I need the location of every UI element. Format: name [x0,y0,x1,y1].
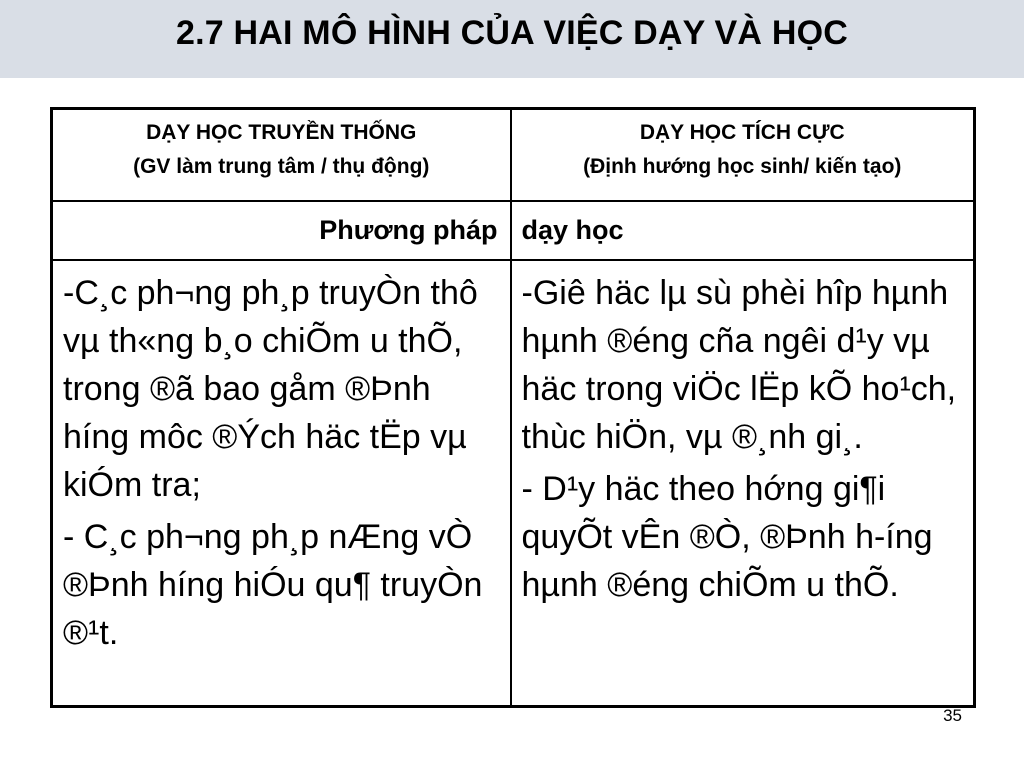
left-header-subtitle: (GV làm trung tâm / thụ động) [133,155,430,178]
right-paragraph-2: - D¹y häc theo hớng gi¶i quyÕt vÊn ®Ò, ®Þnh h-íng hµnh ®éng chiÕm u thÕ. [521,470,933,604]
header-row [52,109,975,202]
left-body-cell [52,260,511,706]
body-row [52,260,975,706]
right-paragraph-1: -Giê häc lµ sù phèi hîp hµnh hµnh ®éng cña ngêi d¹y vµ häc trong viÖc lËp kÕ ho¹ch, thùc hiÖn, vµ ®¸nh gi¸. [521,274,957,456]
right-header-title: DẠY HỌC TÍCH CỰC [639,121,845,144]
section-label-right: dạy học [511,201,975,260]
right-body-cell [511,260,975,706]
page-number: 35 [943,706,962,725]
section-label-left: Phương pháp [52,201,511,260]
right-header-cell [511,109,975,202]
right-header-subtitle: (Định hướng học sinh/ kiến tạo) [583,155,902,178]
left-paragraph-1: -C¸c ph¬ng ph¸p truyÒn thô vµ th«ng b¸o chiÕm u thÕ, trong ®ã bao gåm ®Þnh híng môc ®Ých häc tËp vµ kiÓm tra; [63,274,478,504]
slide-title: 2.7 HAI MÔ HÌNH CỦA VIỆC DẠY VÀ HỌC [176,14,848,52]
comparison-table [50,107,976,708]
left-header-cell [52,109,511,202]
section-row [52,201,975,260]
left-header-title: DẠY HỌC TRUYỀN THỐNG [146,121,417,144]
left-paragraph-2: - C¸c ph¬ng ph¸p nÆng vÒ ®Þnh híng hiÓu qu¶ truyÒn ®¹t. [63,518,483,652]
